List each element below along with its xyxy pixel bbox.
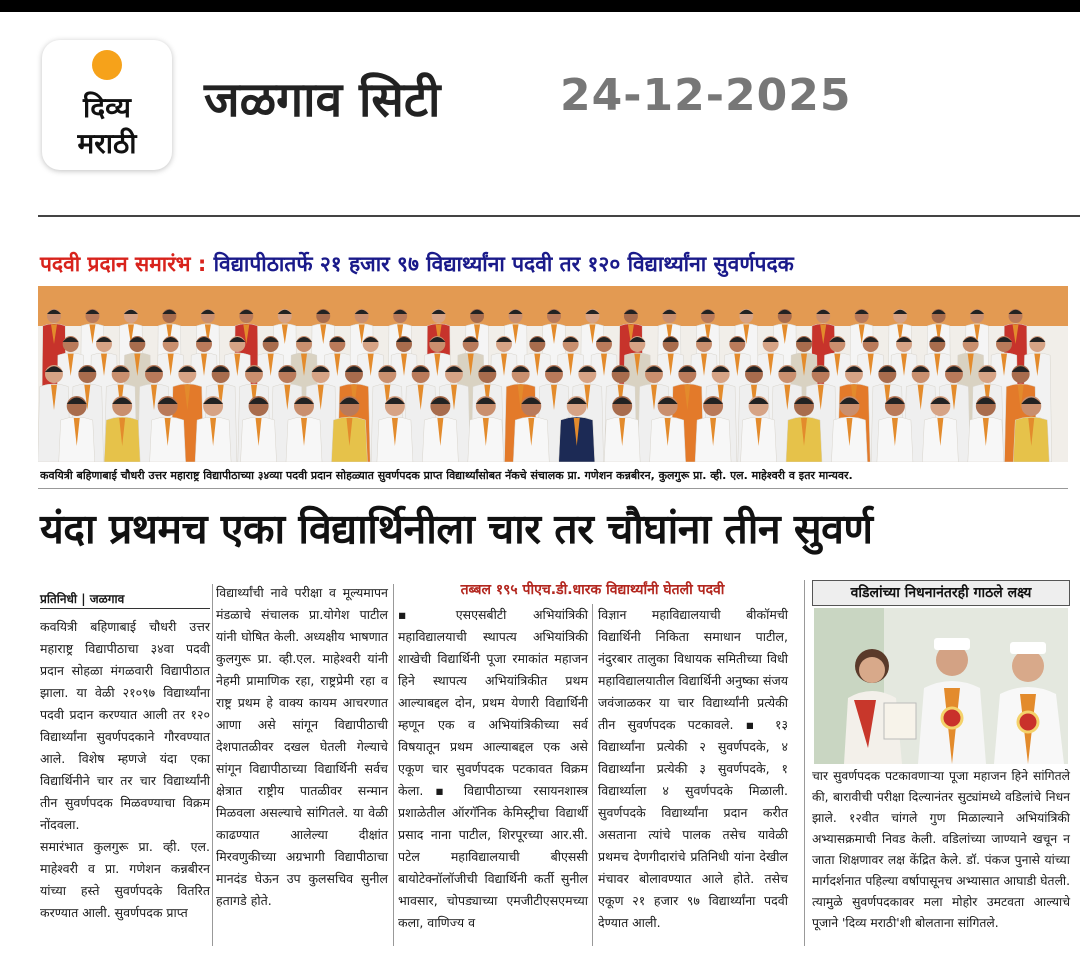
column-3 — [398, 604, 588, 934]
column-divider — [212, 584, 213, 946]
kicker-line — [40, 250, 794, 278]
logo-text-line1: दिव्य — [83, 91, 131, 124]
column-1 — [40, 588, 210, 924]
column-1-text-continued: समारंभात कुलगुरू प्रा. व्ही. एल. माहेश्वरी व प्रा. गणेशन कन्नबीरन यांच्या हस्ते सुवर्णपदके वितरित करण्यात आली. सुवर्णपदक प्राप्त — [40, 839, 210, 920]
sidebar-text — [812, 766, 1070, 934]
sidebar-body: चार सुवर्णपदक पटकावणाऱ्या पूजा महाजन हिने सांगितले की, बारावीची परीक्षा दिल्यानंतर सुट्यांमध्ये वडिलांचे निधन झाले. १२वीत चांगले गुण मिळाल्याने अभियांत्रिकी अभ्यासक्रमाची निवड केली. वडिलांच्या जाण्याने खचून न जाता शिक्षणावर लक्ष केंद्रित केले. डॉ. पंकज पुनासे यांच्या मार्गदर्शनात पहिल्या वर्षापासूनच अभ्यासात आघाडी घेतली. त्यामुळे सुवर्णपदकावर मला मोहोर उमटवता आल्याचे पूजाने 'दिव्य मराठी'शी बोलताना सांगितले. — [812, 769, 1070, 930]
edition-date: 24-12-2025 — [560, 70, 852, 121]
divya-marathi-logo — [42, 40, 172, 170]
caption-divider — [38, 488, 1068, 489]
photo-caption: कवयित्री बहिणाबाई चौधरी उत्तर महाराष्ट्र विद्यापीठाच्या ३४व्या पदवी प्रदान सोहळ्यात सुवर्णपदक प्राप्त विद्यार्थ्यांसोबत नॅकचे संचालक प्रा. गणेशन कन्नबीरन, कुलगुरू प्रा. व्ही. एल. माहेश्वरी व इतर मान्यवर. — [40, 469, 853, 482]
column-1-text: कवयित्री बहिणाबाई चौधरी उत्तर महाराष्ट्र विद्यापीठाचा ३४वा पदवी प्रदान सोहळा मंगळवारी विद्यापीठात झाला. या वेळी २१०९७ विद्यार्थ्यांना पदवी प्रदान करण्यात आली तर १२० विद्यार्थ्यांना सुवर्णपदकाने गौरवण्यात आले. विशेष म्हणजे यंदा एका विद्यार्थिनीने चार तर चार विद्यार्थ्यांनी तीन सुवर्णपदक मिळवण्याचा विक्रम नोंदवला. — [40, 619, 210, 832]
group-photo — [38, 286, 1068, 462]
subheading: तब्बल १९५ पीएच.डी.धारक विद्यार्थ्यांनी घेतली पदवी — [460, 582, 725, 598]
sidebar-photo — [814, 608, 1068, 764]
column-2 — [216, 582, 388, 912]
header-divider — [38, 215, 1080, 217]
column-divider — [592, 604, 593, 946]
logo-text-line2: मराठी — [77, 127, 137, 160]
column-4-text: विज्ञान महाविद्यालयाची बीकॉमची विद्यार्थिनी निकिता समाधान पाटील, नंदुरबार तालुका विधायक समितीच्या विधी महाविद्यालयातील विद्यार्थिनी अनुष्का संजय जवंजाळकर या चार विद्यार्थ्यांनी प्रत्येकी तीन सुवर्णपदक पटकावले. ▪ १३ विद्यार्थ्यांना प्रत्येकी २ सुवर्णपदके, ४ विद्यार्थ्यांना प्रत्येकी ३ सुवर्णपदके, १ विद्यार्थ्याला ४ सुवर्णपदके मिळाली. सुवर्णपदके विद्यार्थ्यांना प्रदान करीत असताना त्यांचे पालक तसेच यावेळी प्रथमच देणगीदारांचे प्रतिनिधी यांना देखील मंचावर बोलावण्यात आले होते. तसेच एकूण २१ हजार ९७ विद्यार्थ्यांना पदवी देण्यात आली. — [598, 607, 788, 930]
column-3-text: ▪ एसएसबीटी अभियांत्रिकी महाविद्यालयाची स्थापत्य अभियांत्रिकी शाखेची विद्यार्थिनी पूजा रमाकांत महाजन हिने स्थापत्य अभियांत्रिकीत प्रथम आल्याबद्दल दोन, प्रथम येणारी विद्यार्थिनी म्हणून एक व अभियांत्रिकीच्या सर्व विषयातून प्रथम आल्याबद्दल एक असे एकूण चार सुवर्णपदक पटकावत विक्रम केला. ▪ विद्यापीठाच्या रसायनशास्त्र प्रशाळेतील ऑरगॅनिक केमिस्ट्रीचा विद्यार्थी प्रसाद नाना पाटील, शिरपूरच्या आर.सी. पटेल महाविद्यालयाची बीएससी बायोटेक्नॉलॉजीची विद्यार्थिनी कर्ती सुनील भावसार, चोपड्याच्या एमजीटीएसएमच्या कला, वाणिज्य व — [398, 607, 588, 930]
edition-city: जळगाव सिटी — [204, 72, 441, 128]
byline-divider — [40, 608, 210, 609]
column-4 — [598, 604, 788, 934]
top-black-bar — [0, 0, 1080, 12]
byline: प्रतिनिधी | जळगाव — [40, 592, 125, 606]
sun-icon — [92, 50, 122, 80]
kicker-label: पदवी प्रदान समारंभ : — [40, 252, 207, 276]
column-divider — [393, 584, 394, 946]
sidebar-heading: वडिलांच्या निधनानंतरही गाठले लक्ष्य — [812, 580, 1070, 606]
column-2-text: विद्यार्थ्यांची नावे परीक्षा व मूल्यमापन मंडळाचे संचालक प्रा.योगेश पाटील यांनी घोषित केली. अध्यक्षीय भाषणात कुलगुरू प्रा. व्ही.एल. माहेश्वरी यांनी नेहमी प्रामाणिक रहा, राष्ट्रप्रेमी रहा व राष्ट्र प्रथम हे वाक्य कायम आचरणात आणा असे सांगून विद्यापीठाची देशपातळीवर दखल घेतली गेल्याचे सांगून विद्यापीठाच्या विद्यार्थिनी सर्वच क्षेत्रात राष्ट्रीय पातळीवर सन्मान मिळवला असल्याचे सांगितले. या वेळी काढण्यात आलेल्या दीक्षांत मिरवणुकीच्या अग्रभागी विद्यापीठाचा मानदंड घेऊन उप कुलसचिव सुनील हतागडे होते. — [216, 585, 388, 908]
main-headline: यंदा प्रथमच एका विद्यार्थिनीला चार तर चौघांना तीन सुवर्ण — [40, 505, 873, 553]
column-divider — [804, 580, 805, 946]
kicker-text: विद्यापीठातर्फे २१ हजार ९७ विद्यार्थ्यांना पदवी तर १२० विद्यार्थ्यांना सुवर्णपदक — [206, 252, 794, 276]
